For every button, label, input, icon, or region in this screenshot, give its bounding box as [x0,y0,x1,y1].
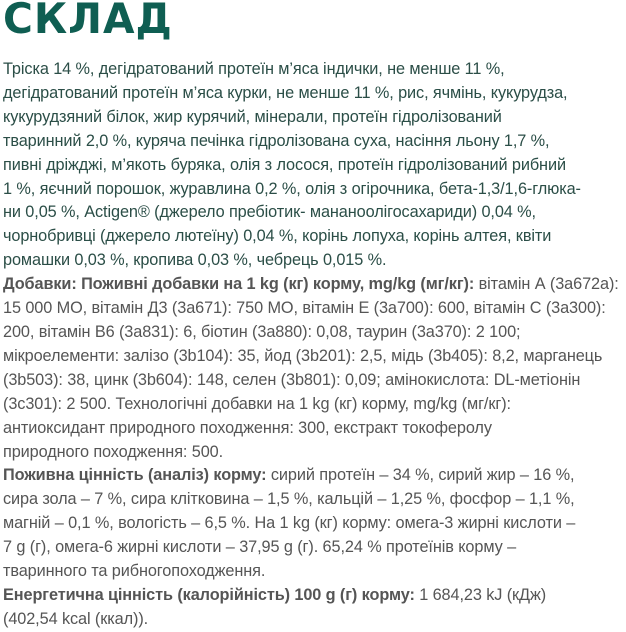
analysis-line: тваринного та рибногопоходження. [3,562,266,581]
section-title: СКЛАД [3,0,173,43]
analysis-line: магній – 0,1 %, вологість – 6,5 %. На 1 kg (кг) корму: омега-3 жирні кислоти – [3,514,576,533]
analysis-line: 7 g (г), омега-6 жирні кислоти – 37,95 g (г). 65,24 % протеїнів корму – [3,538,517,557]
ingredients-line: тваринний 2,0 %, куряча печінка гідролізована суха, насіння льону 1,7 %, [3,131,550,150]
additives-first-line-text: вітамін А (3а672а): [474,275,619,294]
ingredients-line: Тріска 14 %, дегідратований протеїн м’яса індички, не менше 11 %, [3,60,505,78]
analysis-paragraph [3,464,625,584]
energy-line: (402,54 kcal (ккал)). [3,609,149,628]
composition-content [3,58,625,632]
ingredients-line: ромашки 0,03 %, кропива 0,03 %, чебрець 0,015 %. [3,251,387,270]
energy-first-line [3,584,625,608]
ingredients-line: ни 0,05 %, Actigen® (джерело пребіотик- мананоолігосахариди) 0,04 %, [3,203,536,222]
ingredients-line: дегідратований протеїн м’яса курки, не менше 11 %, рис, ячмінь, кукурудза, [3,83,568,102]
energy-label: Енергетична цінність (калорійність) 100 g (г) корму: [3,585,415,604]
energy-paragraph [3,584,625,632]
additives-line: 15 000 МО, вітамін Д3 (3а671): 750 МО, вітамін Е (3а700): 600, вітамін С (3а300): [3,299,606,318]
additives-line: антиоксидант природного походження: 300, екстракт токоферолу [3,418,492,437]
additives-first-line [3,273,625,297]
ingredients-line: пивні дріжджі, м’якоть буряка, олія з лосося, протеїн гідролізований рибний [3,155,566,174]
ingredients-line: кукурудзяний білок, жир курячий, мінерали, протеїн гідролізований [3,107,502,126]
analysis-label: Поживна цінність (аналіз) корму: [3,466,267,485]
analysis-line: сира зола – 7 %, сира клітковина – 1,5 %, кальцій – 1,25 %, фосфор – 1,1 %, [3,490,575,509]
analysis-first-line [3,464,625,488]
energy-first-line-text: 1 684,23 kJ (кДж) [414,585,547,604]
ingredients-line: чорнобривці (джерело лютеїну) 0,04 %, корінь лопуха, корінь алтея, квіти [3,227,552,246]
additives-paragraph [3,273,625,464]
ingredients-line: 1 %, яєчний порошок, журавлина 0,2 %, олія з огірочника, бета-1,3/1,6-глюка- [3,179,581,198]
analysis-first-line-text: сирий протеїн – 34 %, сирий жир – 16 %, [266,466,575,485]
additives-line: мікроелементи: залізо (3b104): 35, йод (3b201): 2,5, мідь (3b405): 8,2, марганець [3,346,603,365]
additives-line: 200, вітамін В6 (3а831): 6, біотин (3а880): 0,08, таурин (3а370): 2 100; [3,322,521,341]
additives-label: Добавки: Поживні добавки на 1 kg (кг) корму, mg/kg (мг/кг): [3,275,475,294]
additives-line: природного походження: 500. [3,442,224,461]
additives-line: (3b503): 38, цинк (3b604): 148, селен (3b801): 0,09; амінокислота: DL-метіонін [3,370,581,389]
additives-line: (3c301): 2 500. Технологічні добавки на 1 kg (кг) корму, mg/kg (мг/кг): [3,394,511,413]
ingredients-paragraph [3,58,625,273]
